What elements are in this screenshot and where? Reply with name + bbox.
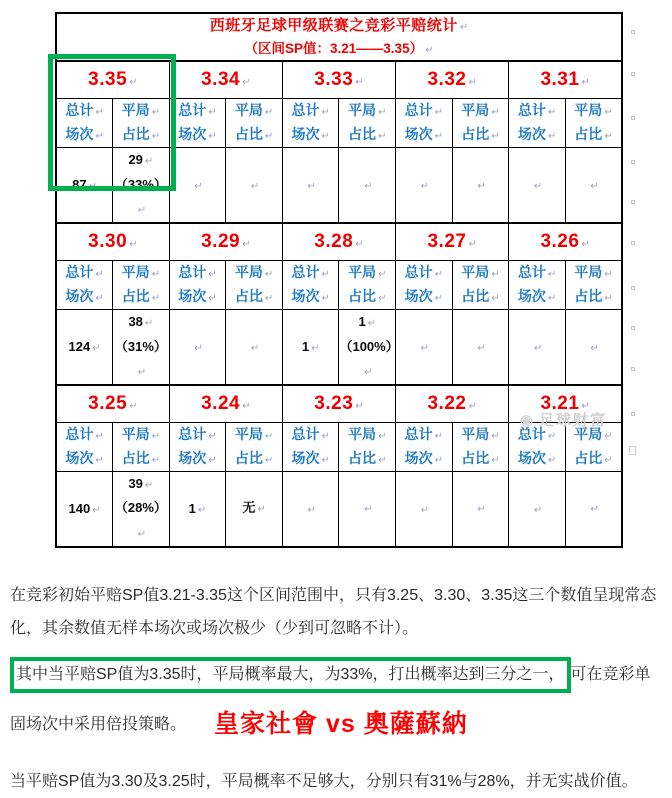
sp-cell <box>282 223 395 260</box>
paragraph-mark-icon <box>433 285 443 309</box>
header-cell-draw: 平局↵ 占比↵ <box>565 98 622 147</box>
paragraph-mark-icon <box>588 173 598 198</box>
paragraph-mark-icon <box>433 423 443 447</box>
paragraph-mark-icon <box>136 521 146 546</box>
header-cell-draw: 平局↵ 占比↵ <box>565 422 622 471</box>
paragraph-mark-icon <box>240 234 250 252</box>
sp-row <box>56 223 622 260</box>
row-end-mark-icon <box>627 359 639 377</box>
paragraph-mark-icon <box>489 99 499 123</box>
header-cell-total: 总计↵ 场次↵ <box>396 422 453 471</box>
paragraph-mark-icon <box>319 447 329 471</box>
paragraph-mark-icon <box>93 123 103 147</box>
header-cell-draw: 平局↵ 占比↵ <box>339 98 396 147</box>
header-cell-total: 总计↵ 场次↵ <box>396 98 453 147</box>
sp-value: 3.35 <box>88 69 128 91</box>
total-cell: 1↵ <box>169 471 226 547</box>
paragraph-1: 在竞彩初始平赔SP值3.21-3.35这个区间范围中，只有3.25、3.30、3.35这三个数值呈现常态化，其余数值无样本场次或场次极少（少到可忽略不计）。 <box>10 587 657 638</box>
total-cell <box>282 471 339 547</box>
header-cell-draw: 平局↵ 占比↵ <box>452 260 509 309</box>
sp-cell <box>56 61 169 98</box>
row-end-mark-icon <box>627 152 639 170</box>
header-cell-draw: 平局↵ 占比↵ <box>339 260 396 309</box>
sp-value: 3.33 <box>314 69 354 91</box>
paragraph-mark-icon <box>206 285 216 309</box>
paragraph-mark-icon <box>419 500 429 518</box>
document-page <box>0 12 672 791</box>
paragraph-mark-icon <box>579 72 589 90</box>
row-end-mark-icon <box>627 233 639 251</box>
data-row <box>56 147 622 223</box>
draw-cell <box>565 471 622 547</box>
total-cell: 87↵ <box>56 147 113 223</box>
sp-cell <box>396 385 509 422</box>
paragraph-mark-icon <box>206 423 216 447</box>
draw-cell <box>565 309 622 385</box>
total-cell <box>509 309 566 385</box>
sp-value: 3.22 <box>427 392 467 414</box>
paragraph-mark-icon <box>353 396 363 414</box>
draw-cell: 38↵ （31%）↵ <box>113 309 170 385</box>
header-cell-draw: 平局↵ 占比↵ <box>113 98 170 147</box>
paragraph-mark-icon <box>150 123 160 147</box>
paragraph-mark-icon <box>206 447 216 471</box>
draw-cell: 29↵ （33%）↵ <box>113 147 170 223</box>
paragraph-mark-icon <box>93 447 103 471</box>
paragraph-mark-icon <box>423 37 433 60</box>
paragraph-mark-icon <box>489 447 499 471</box>
paragraph-mark-icon <box>475 496 485 521</box>
row-end-mark-icon <box>627 278 639 296</box>
header-cell-draw: 平局↵ 占比↵ <box>113 422 170 471</box>
paragraph-2 <box>0 655 672 755</box>
paragraph-mark-icon <box>366 310 376 335</box>
paragraph-mark-icon <box>263 123 273 147</box>
paragraph-mark-icon <box>136 359 146 384</box>
paragraph-2-text: 可在竞彩单 <box>570 665 651 683</box>
header-cell-total: 总计↵ 场次↵ <box>509 422 566 471</box>
paragraph-mark-icon <box>489 285 499 309</box>
paragraph-mark-icon <box>546 261 556 285</box>
sp-cell <box>509 223 622 260</box>
paragraph-mark-icon <box>376 285 386 309</box>
paragraph-mark-icon <box>249 335 259 360</box>
sp-value: 3.25 <box>88 392 128 414</box>
sp-value: 3.32 <box>427 69 467 91</box>
row-end-mark-icon <box>627 64 639 82</box>
paragraph-mark-icon <box>362 173 372 198</box>
paragraph-mark-icon <box>90 500 100 518</box>
total-cell <box>282 147 339 223</box>
match-title: 皇家社會 vs 奧薩蘇納 <box>214 709 468 738</box>
watermark-text: 足球财富 <box>538 412 607 429</box>
paragraph-mark-icon <box>143 310 153 335</box>
paragraph-mark-icon <box>376 447 386 471</box>
total-cell: 124↵ <box>56 309 113 385</box>
draw-cell <box>339 471 396 547</box>
total-cell <box>509 471 566 547</box>
header-cell-total: 总计↵ 场次↵ <box>282 260 339 309</box>
header-cell-draw: 平局↵ 占比↵ <box>226 260 283 309</box>
paragraph-mark-icon <box>127 396 137 414</box>
sp-cell <box>169 223 282 260</box>
paragraph-mark-icon <box>489 123 499 147</box>
paragraph-mark-icon <box>127 72 137 90</box>
paragraph-mark-icon <box>93 261 103 285</box>
paragraph-mark-icon <box>532 500 542 518</box>
paragraph-mark-icon <box>433 99 443 123</box>
total-cell <box>509 147 566 223</box>
soccer-ball-icon: ◉ <box>519 412 533 429</box>
paragraph-mark-icon <box>93 99 103 123</box>
paragraph-mark-icon <box>546 285 556 309</box>
header-cell-total: 总计↵ 场次↵ <box>509 260 566 309</box>
sp-value: 3.24 <box>201 392 241 414</box>
paragraph-mark-icon <box>263 261 273 285</box>
header-cell-draw: 平局↵ 占比↵ <box>339 422 396 471</box>
paragraph-2-boxed-text: 其中当平赔SP值为3.35时，平局概率最大，为33%，打出概率达到三分之一， <box>16 665 565 683</box>
header-cell-draw: 平局↵ 占比↵ <box>226 98 283 147</box>
paragraph-mark-icon <box>532 176 542 194</box>
paragraph-3: 当平赔SP值为3.30及3.25时，平局概率不足够大，分别只有31%与28%，并无实战价值。 <box>10 773 638 791</box>
table-title: 西班牙足球甲级联赛之竞彩平赔统计 <box>209 17 458 34</box>
paragraph-mark-icon <box>136 197 146 222</box>
table-subtitle: （区间SP值：3.21——3.35） <box>244 41 424 57</box>
sp-value: 3.23 <box>314 392 354 414</box>
paragraph-mark-icon <box>93 423 103 447</box>
paragraph-mark-icon <box>466 234 476 252</box>
paragraph-mark-icon <box>466 396 476 414</box>
paragraph-mark-icon <box>319 123 329 147</box>
paragraph-mark-icon <box>602 123 612 147</box>
paragraph-mark-icon <box>602 447 612 471</box>
sp-value: 3.30 <box>88 231 128 253</box>
sp-cell <box>169 61 282 98</box>
paragraph-mark-icon <box>143 472 153 497</box>
sp-value: 3.31 <box>540 69 580 91</box>
sp-cell <box>396 61 509 98</box>
paragraph-mark-icon <box>419 176 429 194</box>
row-end-mark-icon <box>627 404 639 422</box>
header-cell-draw: 平局↵ 占比↵ <box>565 260 622 309</box>
paragraph-mark-icon <box>150 285 160 309</box>
header-cell-total: 总计↵ 场次↵ <box>396 260 453 309</box>
sp-value: 3.26 <box>540 231 580 253</box>
paragraph-anchor-mark <box>629 446 636 455</box>
header-cell-total: 总计↵ 场次↵ <box>169 260 226 309</box>
paragraph-mark-icon <box>376 261 386 285</box>
draw-cell <box>452 471 509 547</box>
paragraph-mark-icon <box>602 285 612 309</box>
draw-cell <box>339 147 396 223</box>
header-row <box>56 260 622 309</box>
paragraph-mark-icon <box>602 261 612 285</box>
row-end-mark-icon <box>627 22 639 40</box>
paragraph-mark-icon <box>255 496 265 521</box>
header-cell-draw: 平局↵ 占比↵ <box>452 422 509 471</box>
paragraph-mark-icon <box>489 423 499 447</box>
sp-cell <box>56 385 169 422</box>
sp-row <box>56 61 622 98</box>
header-cell-total: 总计↵ 场次↵ <box>169 98 226 147</box>
header-cell-draw: 平局↵ 占比↵ <box>452 98 509 147</box>
header-cell-total: 总计↵ 场次↵ <box>56 98 113 147</box>
paragraph-mark-icon <box>546 99 556 123</box>
paragraph-mark-icon <box>475 173 485 198</box>
draw-cell: 39↵ （28%）↵ <box>113 471 170 547</box>
paragraph-mark-icon <box>433 261 443 285</box>
paragraph-mark-icon <box>419 338 429 356</box>
draw-cell <box>452 147 509 223</box>
paragraph-mark-icon <box>263 99 273 123</box>
paragraph-mark-icon <box>433 123 443 147</box>
paragraph-mark-icon <box>489 261 499 285</box>
paragraph-mark-icon <box>206 123 216 147</box>
paragraph-mark-icon <box>150 423 160 447</box>
sp-cell <box>396 223 509 260</box>
total-cell <box>396 147 453 223</box>
draw-cell: 1↵ （100%）↵ <box>339 309 396 385</box>
total-cell <box>396 471 453 547</box>
sp-value: 3.28 <box>314 231 354 253</box>
row-end-mark-icon <box>627 192 639 210</box>
header-cell-draw: 平局↵ 占比↵ <box>113 260 170 309</box>
paragraph-mark-icon <box>240 396 250 414</box>
total-cell: 1↵ <box>282 309 339 385</box>
paragraph-mark-icon <box>240 72 250 90</box>
paragraph-mark-icon <box>206 99 216 123</box>
header-cell-total: 总计↵ 场次↵ <box>56 422 113 471</box>
header-cell-draw: 平局↵ 占比↵ <box>226 422 283 471</box>
paragraph-mark-icon <box>263 447 273 471</box>
paragraph-mark-icon <box>206 261 216 285</box>
row-end-mark-icon <box>627 318 639 336</box>
data-row <box>56 471 622 547</box>
paragraph-mark-icon <box>466 72 476 90</box>
sp-cell <box>509 61 622 98</box>
sp-cell <box>282 385 395 422</box>
paragraph-mark-icon <box>546 123 556 147</box>
sp-cell <box>56 223 169 260</box>
row-end-mark-icon <box>627 108 639 126</box>
header-cell-total: 总计↵ 场次↵ <box>282 98 339 147</box>
paragraph-mark-icon <box>87 176 97 194</box>
paragraph-mark-icon <box>362 496 372 521</box>
paragraph-mark-icon <box>143 148 153 173</box>
paragraph-mark-icon <box>249 173 259 198</box>
paragraph-mark-icon <box>127 234 137 252</box>
paragraph-mark-icon <box>579 234 589 252</box>
table-title-cell <box>56 13 622 61</box>
watermark <box>520 409 607 430</box>
draw-cell <box>226 147 283 223</box>
sp-value: 3.27 <box>427 231 467 253</box>
paragraph-mark-icon <box>588 496 598 521</box>
paragraph-mark-icon <box>475 335 485 360</box>
paragraph-mark-icon <box>532 338 542 356</box>
header-cell-total: 总计↵ 场次↵ <box>509 98 566 147</box>
sp-cell <box>169 385 282 422</box>
paragraph-mark-icon <box>353 234 363 252</box>
paragraph-mark-icon <box>602 99 612 123</box>
paragraph-mark-icon <box>192 338 202 356</box>
paragraph-mark-icon <box>319 261 329 285</box>
paragraph-mark-icon <box>458 14 468 37</box>
paragraph-mark-icon <box>319 423 329 447</box>
draw-stats-table <box>55 12 623 548</box>
paragraph-mark-icon <box>90 338 100 356</box>
sp-cell <box>282 61 395 98</box>
header-row <box>56 98 622 147</box>
paragraph-mark-icon <box>319 285 329 309</box>
paragraph-mark-icon <box>263 423 273 447</box>
draw-cell <box>565 147 622 223</box>
total-cell <box>396 309 453 385</box>
paragraph-mark-icon <box>150 261 160 285</box>
paragraph-mark-icon <box>319 99 329 123</box>
header-cell-total: 总计↵ 场次↵ <box>282 422 339 471</box>
paragraph-2-text: 固场次中采用倍投策略。 <box>10 715 187 733</box>
paragraph-mark-icon <box>192 176 202 194</box>
paragraph-mark-icon <box>150 447 160 471</box>
header-cell-total: 总计↵ 场次↵ <box>56 260 113 309</box>
paragraph-mark-icon <box>353 72 363 90</box>
sp-value: 3.34 <box>201 69 241 91</box>
total-cell <box>169 309 226 385</box>
paragraph-mark-icon <box>93 285 103 309</box>
green-highlight-inline <box>10 657 571 693</box>
paragraph-mark-icon <box>305 176 315 194</box>
paragraph-mark-icon <box>546 447 556 471</box>
draw-cell <box>226 309 283 385</box>
paragraph-mark-icon <box>309 338 319 356</box>
paragraph-mark-icon <box>376 423 386 447</box>
sp-value: 3.29 <box>201 231 241 253</box>
header-cell-total: 总计↵ 场次↵ <box>169 422 226 471</box>
draw-cell <box>452 309 509 385</box>
paragraph-mark-icon <box>305 500 315 518</box>
paragraph-mark-icon <box>376 99 386 123</box>
paragraph-mark-icon <box>150 99 160 123</box>
draw-cell: 无↵ <box>226 471 283 547</box>
sp-value: 3.21 <box>540 392 580 414</box>
paragraph-mark-icon <box>196 500 206 518</box>
total-cell: 140↵ <box>56 471 113 547</box>
stats-table-container <box>55 12 623 548</box>
paragraph-mark-icon <box>263 285 273 309</box>
total-cell <box>169 147 226 223</box>
paragraph-mark-icon <box>362 359 372 384</box>
paragraph-mark-icon <box>376 123 386 147</box>
paragraph-mark-icon <box>433 447 443 471</box>
data-row <box>56 309 622 385</box>
paragraph-mark-icon <box>588 335 598 360</box>
